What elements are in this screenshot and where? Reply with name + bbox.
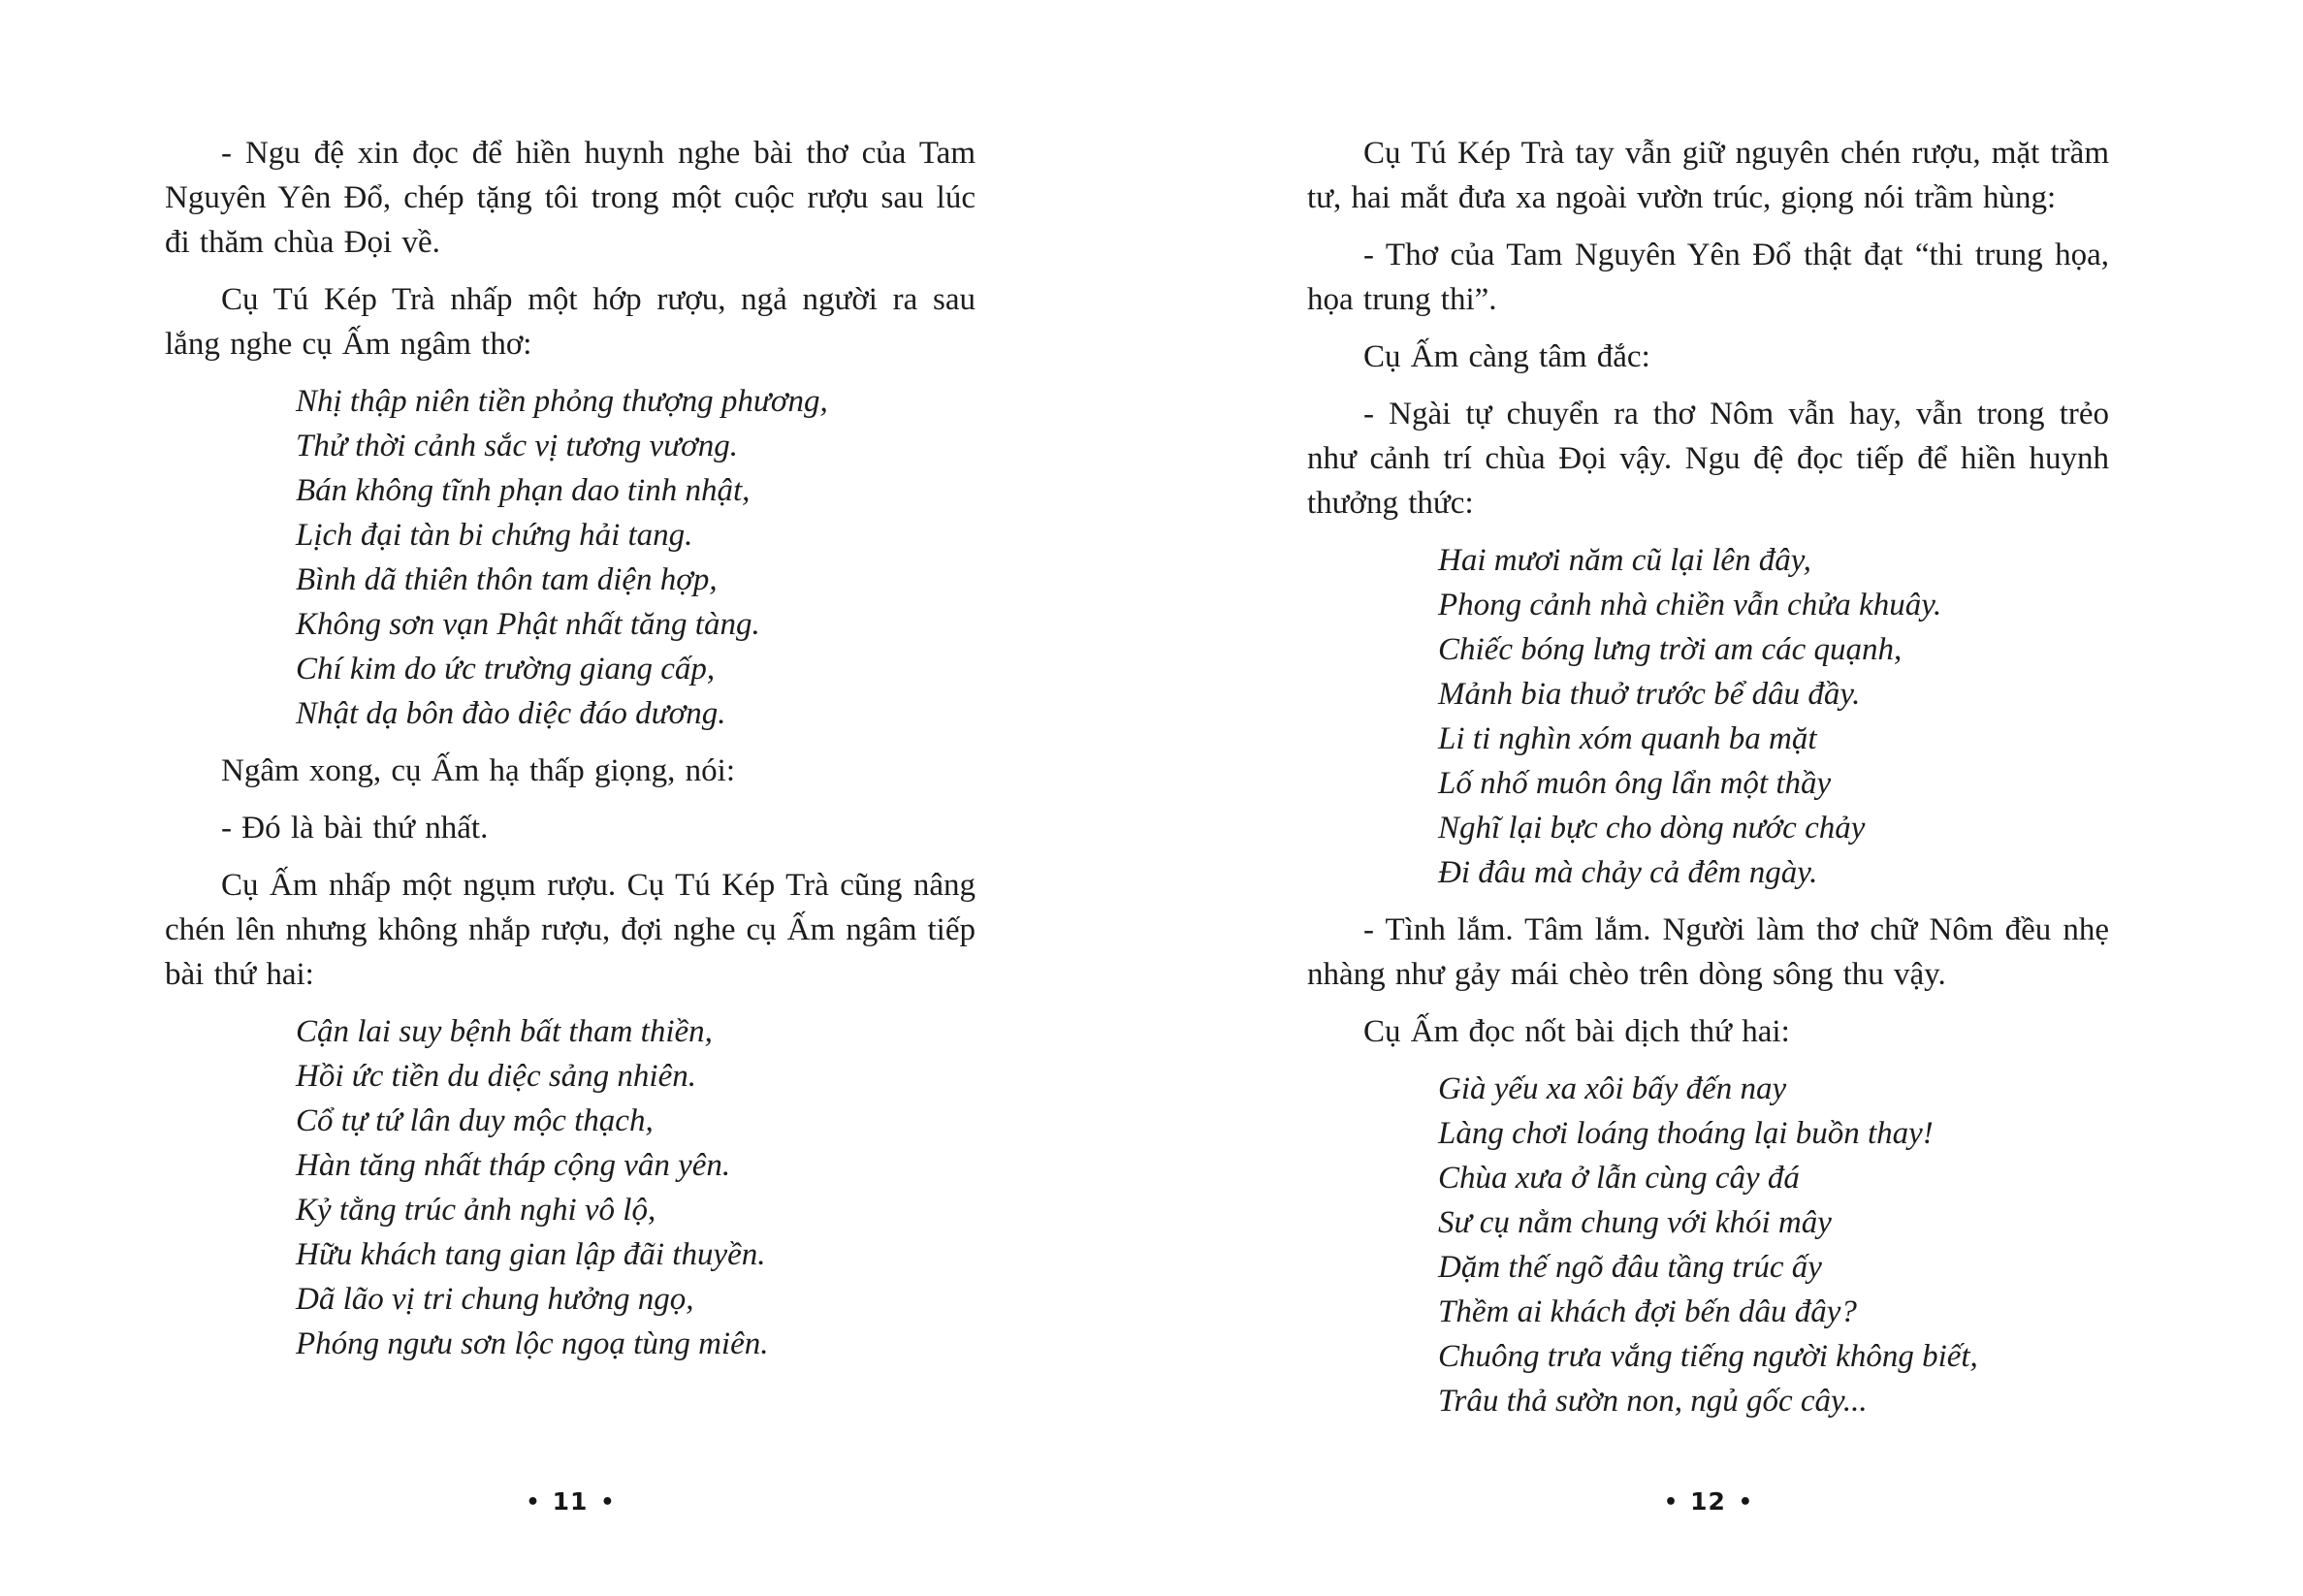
poem-line: Kỷ tằng trúc ảnh nghi vô lộ, [296,1193,656,1228]
poem-line: Lịch đại tàn bi chứng hải tang. [296,518,693,553]
poem-line: Cổ tự tứ lân duy mộc thạch, [296,1103,654,1138]
poem-line: Chiếc bóng lưng trời am các quạnh, [1438,632,1903,667]
poem-line: Bình dã thiên thôn tam diện hợp, [296,562,718,597]
poem-line: Cận lai suy bệnh bất tham thiền, [296,1014,713,1049]
paragraph: - Đó là bài thứ nhất. [221,811,489,846]
poem-line: Bán không tĩnh phạn dao tinh nhật, [296,473,751,508]
paragraph: Cụ Ấm càng tâm đắc: [1363,339,1650,374]
poem-han-viet-1 [296,379,976,736]
page-number: 12 [1690,1487,1726,1516]
bullet-icon: • [1738,1490,1752,1515]
poem-line: Hai mươi năm cũ lại lên đây, [1438,543,1811,578]
paragraph: Cụ Ấm đọc nốt bài dịch thứ hai: [1363,1014,1790,1049]
poem-line: Trâu thả sườn non, ngủ gốc cây... [1438,1384,1868,1419]
poem-line: Không sơn vạn Phật nhất tăng tàng. [296,607,760,642]
poem-line: Nhật dạ bôn đào diệc đáo dương. [296,696,726,731]
paragraph: - Thơ của Tam Nguyên Yên Đổ thật đạt “thi trung họa, họa trung thi”. [1307,238,2109,317]
poem-line: Hữu khách tang gian lập đãi thuyền. [296,1237,766,1272]
poem-line: Sư cụ nằm chung với khói mây [1438,1205,1832,1240]
page-number-right [1307,1487,2109,1516]
poem-line: Thềm ai khách đợi bến dâu đây? [1438,1294,1857,1329]
poem-line: Đi đâu mà chảy cả đêm ngày. [1438,855,1818,890]
paragraph: - Ngài tự chuyển ra thơ Nôm vẫn hay, vẫn trong trẻo như cảnh trí chùa Đọi vậy. Ngu đệ đọc tiếp để hiền huynh thưởng thức: [1307,397,2109,521]
poem-line: Nhị thập niên tiền phỏng thượng phương, [296,384,828,419]
poem-line: Chùa xưa ở lẫn cùng cây đá [1438,1161,1800,1196]
poem-line: Chuông trưa vắng tiếng người không biết, [1438,1339,1978,1374]
bullet-icon: • [526,1490,540,1515]
poem-line: Dã lão vị tri chung hưởng ngọ, [296,1282,694,1317]
poem-line: Li ti nghìn xóm quanh ba mặt [1438,721,1817,756]
page-right-text [1307,0,2109,1423]
paragraph: Cụ Tú Kép Trà tay vẫn giữ nguyên chén rượu, mặt trầm tư, hai mắt đưa xa ngoài vườn trúc, giọng nói trầm hùng: [1307,136,2109,215]
paragraph: Cụ Tú Kép Trà nhấp một hớp rượu, ngả người ra sau lắng nghe cụ Ấm ngâm thơ: [165,282,976,362]
poem-line: Già yếu xa xôi bấy đến nay [1438,1071,1787,1106]
poem-line: Dặm thế ngõ đâu tầng trúc ấy [1438,1250,1822,1285]
page-left-text [165,0,976,1366]
page-number-left [165,1487,976,1516]
poem-line: Chí kim do ức trường giang cấp, [296,652,716,686]
poem-line: Lố nhố muôn ông lẩn một thầy [1438,766,1832,801]
paragraph: Ngâm xong, cụ Ấm hạ thấp giọng, nói: [221,753,736,788]
poem-line: Hàn tăng nhất tháp cộng vân yên. [296,1148,731,1183]
poem-line: Hồi ức tiền du diệc sảng nhiên. [296,1059,696,1094]
poem-line: Thử thời cảnh sắc vị tương vương. [296,429,739,463]
paragraph: - Ngu đệ xin đọc để hiền huynh nghe bài thơ của Tam Nguyên Yên Đổ, chép tặng tôi trong một cuộc rượu sau lúc đi thăm chùa Đọi về. [165,136,976,260]
page-right [1307,0,2109,1596]
paragraph: - Tình lắm. Tâm lắm. Người làm thơ chữ Nôm đều nhẹ nhàng như gảy mái chèo trên dòng sông thu vậy. [1307,912,2109,992]
poem-line: Làng chơi loáng thoáng lại buồn thay! [1438,1116,1934,1151]
bullet-icon: • [600,1490,615,1515]
page-number: 11 [552,1487,589,1516]
poem-line: Phong cảnh nhà chiền vẫn chửa khuây. [1438,588,1942,622]
poem-nom-2 [1438,1067,2109,1423]
poem-line: Phóng ngưu sơn lộc ngoạ tùng miên. [296,1326,769,1361]
poem-line: Nghĩ lại bực cho dòng nước chảy [1438,811,1866,846]
page-left [165,0,976,1596]
bullet-icon: • [1664,1490,1679,1515]
poem-han-viet-2 [296,1009,976,1366]
poem-line: Mảnh bia thuở trước bể dâu đầy. [1438,677,1861,712]
paragraph: Cụ Ấm nhấp một ngụm rượu. Cụ Tú Kép Trà cũng nâng chén lên nhưng không nhắp rượu, đợi nghe cụ Ấm ngâm tiếp bài thứ hai: [165,868,976,992]
poem-nom-1 [1438,538,2109,895]
